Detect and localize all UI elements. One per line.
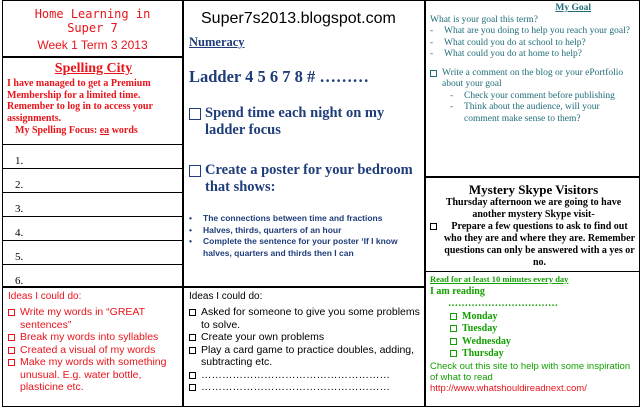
spelling-line-2[interactable]: 2. bbox=[3, 168, 183, 192]
checkbox[interactable] bbox=[8, 309, 15, 316]
ideas-mid-panel bbox=[183, 287, 425, 407]
header-line-2: Super 7 bbox=[67, 21, 118, 35]
header-week: Week 1 Term 3 2013 bbox=[37, 38, 148, 52]
spelling-line-1[interactable]: 1. bbox=[3, 144, 183, 168]
ideas-mid-title: Ideas I could do: bbox=[189, 291, 263, 302]
reading-label: I am reading bbox=[430, 285, 485, 297]
day-tuesday: Tuesday bbox=[430, 323, 637, 336]
list-item: Play a card game to practice doubles, adding, subtracting etc. bbox=[189, 344, 421, 369]
task-ladder-focus: Spend time each night on my ladder focus bbox=[189, 105, 423, 139]
day-thursday: Thursday bbox=[430, 348, 637, 361]
checkbox[interactable] bbox=[189, 108, 201, 120]
checkbox[interactable] bbox=[450, 313, 457, 320]
checkbox[interactable] bbox=[450, 338, 457, 345]
poster-bullet-list bbox=[189, 213, 423, 259]
reading-book-line[interactable]: …………………………… bbox=[448, 298, 558, 309]
reading-panel bbox=[425, 271, 640, 407]
goal-question: What is your goal this term? bbox=[430, 14, 538, 25]
checkbox[interactable] bbox=[189, 334, 196, 341]
list-item: • The connections between time and fractions bbox=[189, 213, 383, 223]
list-item: - What could you do at home to help? bbox=[430, 49, 582, 59]
checkbox[interactable] bbox=[189, 347, 196, 354]
spelling-line-6[interactable]: 6. bbox=[3, 264, 183, 287]
checkbox[interactable] bbox=[8, 347, 15, 354]
list-item: - What are you doing to help you reach your goal? bbox=[430, 26, 630, 36]
checkbox[interactable] bbox=[189, 165, 201, 177]
ideas-left-panel bbox=[2, 287, 183, 407]
day-wednesday: Wednesday bbox=[430, 336, 637, 349]
spelling-panel bbox=[2, 57, 183, 287]
checkbox[interactable] bbox=[8, 334, 15, 341]
checkbox[interactable] bbox=[430, 223, 437, 230]
reading-title: Read for at least 10 minutes every day bbox=[430, 274, 569, 284]
header-panel bbox=[2, 0, 183, 57]
checkbox[interactable] bbox=[189, 384, 196, 391]
numeracy-panel bbox=[183, 0, 425, 287]
list-item: - Think about the audience, will your comment make sense to them? bbox=[450, 102, 600, 124]
skype-task: Prepare a few questions to ask to find out who they are and where they are. Remember questions can only be answered with a yes or no. bbox=[430, 221, 637, 269]
spelling-line-3[interactable]: 3. bbox=[3, 192, 183, 216]
reading-link[interactable]: http://www.whatshouldireadnext.com/ bbox=[430, 382, 587, 394]
checkbox[interactable] bbox=[450, 325, 457, 332]
goal-title: My Goal bbox=[555, 3, 591, 13]
list-item: - What could you do at school to help? bbox=[430, 37, 586, 48]
list-item: Asked for someone to give you some problems to solve. bbox=[189, 306, 421, 331]
list-item: • Complete the sentence for your poster ‘If I know halves, quarters and thirds then I can bbox=[189, 236, 398, 258]
header-line-1: Home Learning in bbox=[34, 7, 151, 21]
spelling-note: I have managed to get a Premium Membership for a limited time. Remember to log in to access your assignments. bbox=[7, 78, 153, 124]
blog-address: Super7s2013.blogspot.com bbox=[201, 10, 396, 27]
goal-comment-task: Write a comment on the blog or your ePortfolio about your goal bbox=[430, 68, 637, 91]
checkbox[interactable] bbox=[430, 70, 437, 77]
checkbox[interactable] bbox=[189, 372, 196, 379]
spelling-focus: My Spelling Focus: ea words bbox=[15, 125, 138, 136]
checkbox[interactable] bbox=[8, 359, 15, 366]
spelling-line-5[interactable]: 5. bbox=[3, 240, 183, 264]
list-item: Created a visual of my words bbox=[8, 344, 179, 357]
checkbox[interactable] bbox=[189, 309, 196, 316]
numeracy-title: Numeracy bbox=[189, 35, 245, 49]
list-item: • Halves, thirds, quarters of an hour bbox=[189, 224, 342, 235]
list-item: Make my words with something unusual. E.g. water bottle, plasticine etc. bbox=[8, 356, 179, 394]
list-item: Create your own problems bbox=[189, 331, 421, 344]
ladder-levels: Ladder 4 5 6 7 8 # ……… bbox=[189, 67, 369, 86]
list-item: - Check your comment before publishing bbox=[450, 90, 615, 101]
checkbox[interactable] bbox=[450, 350, 457, 357]
list-item: ……………………………………………… bbox=[189, 369, 421, 382]
spelling-line-4[interactable]: 4. bbox=[3, 216, 183, 240]
list-item: Break my words into syllables bbox=[8, 331, 179, 344]
skype-intro: Thursday afternoon we are going to have another mystery Skype visit- bbox=[445, 197, 622, 220]
goal-panel bbox=[425, 0, 640, 177]
ideas-left-title: Ideas I could do: bbox=[8, 291, 82, 302]
reading-note: Check out this site to help with some inspiration of what to read bbox=[430, 360, 631, 383]
spelling-title: Spelling City bbox=[54, 61, 133, 76]
list-item: Write my words in “GREAT sentences” bbox=[8, 306, 179, 331]
day-monday: Monday bbox=[430, 311, 637, 324]
task-poster: Create a poster for your bedroom that shows: bbox=[189, 162, 423, 196]
skype-title: Mystery Skype Visitors bbox=[468, 182, 599, 197]
list-item: ……………………………………………… bbox=[189, 381, 421, 394]
